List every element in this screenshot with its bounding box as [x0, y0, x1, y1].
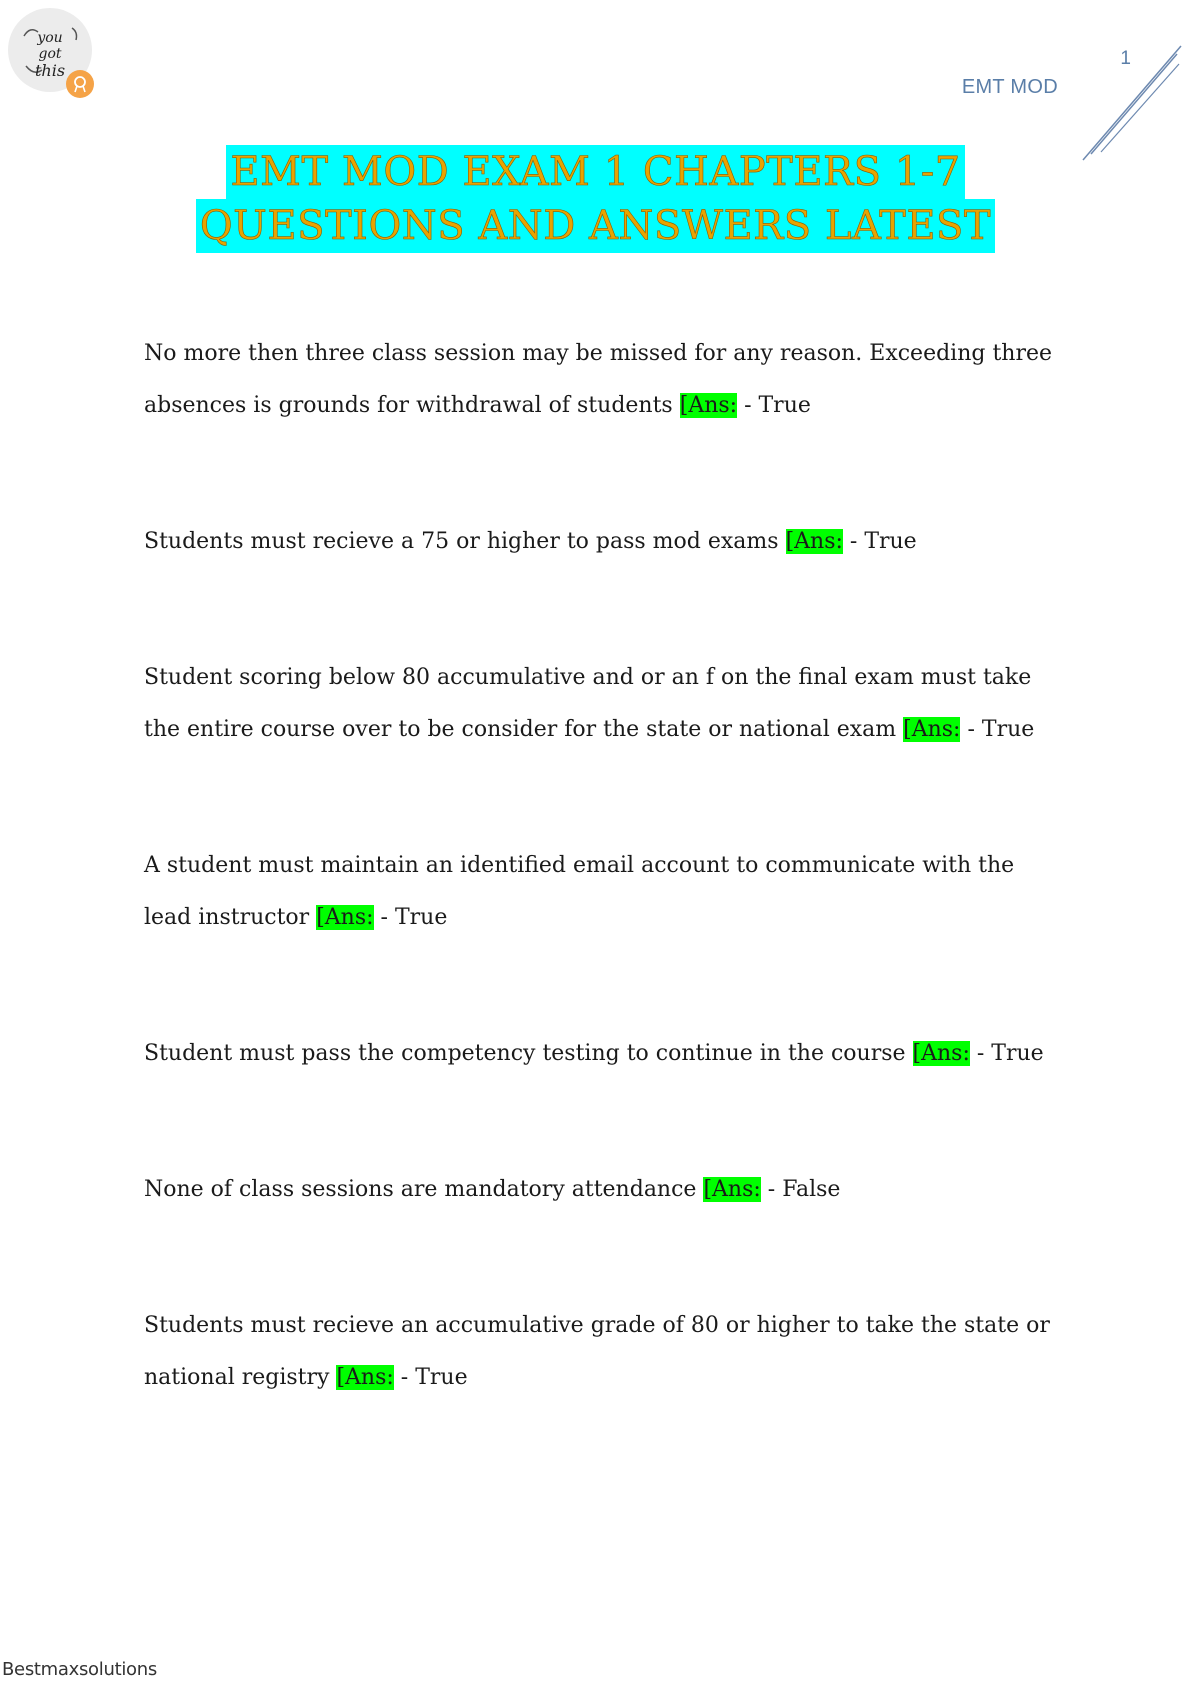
question-text: Student scoring below 80 accumulative and or an f on the final exam must take the entire course over to be consider for the state or national exam — [144, 665, 1032, 742]
answer-value: - True — [373, 905, 448, 930]
question-text: Students must recieve an accumulative grade of 80 or higher to take the state or national registry — [144, 1313, 1050, 1390]
answer-marker: [Ans: — [785, 529, 843, 554]
qa-list — [144, 328, 1064, 1488]
answer-marker: [Ans: — [903, 717, 961, 742]
answer-value: - True — [842, 529, 917, 554]
question-text: Students must recieve a 75 or higher to pass mod exams — [144, 529, 779, 554]
answer-marker: [Ans: — [703, 1177, 761, 1202]
title-line-1: EMT MOD EXAM 1 CHAPTERS 1-7 — [226, 145, 964, 199]
question-text: A student must maintain an identified email account to communicate with the lead instructor — [144, 853, 1015, 930]
logo-text-3: this — [34, 61, 66, 80]
qa-item — [144, 652, 1064, 756]
question-text: Student must pass the competency testing to continue in the course — [144, 1041, 906, 1066]
answer-marker: [Ans: — [336, 1365, 394, 1390]
answer-marker: [Ans: — [912, 1041, 970, 1066]
question-text: None of class sessions are mandatory attendance — [144, 1177, 697, 1202]
question-text: No more then three class session may be missed for any reason. Exceeding three absences is grounds for withdrawal of students — [144, 341, 1053, 418]
answer-marker: [Ans: — [316, 905, 374, 930]
logo-badge — [6, 6, 102, 102]
logo-text-2: got — [38, 46, 62, 62]
answer-value: - True — [737, 393, 811, 418]
answer-marker: [Ans: — [679, 393, 738, 418]
qa-item — [144, 1300, 1064, 1404]
qa-item — [144, 840, 1064, 944]
qa-item — [144, 1164, 1064, 1216]
page-number: 1 — [1120, 48, 1131, 69]
footer-watermark: Bestmaxsolutions — [2, 1659, 157, 1680]
running-header-title: EMT MOD — [961, 76, 1058, 98]
logo-text-1: you — [37, 30, 63, 46]
qa-item — [144, 328, 1064, 432]
answer-value: - True — [393, 1365, 468, 1390]
answer-value: - True — [969, 1041, 1044, 1066]
qa-item — [144, 516, 1064, 568]
document-title — [0, 145, 1191, 253]
qa-item — [144, 1028, 1064, 1080]
answer-value: - True — [960, 717, 1035, 742]
answer-value: - False — [760, 1177, 841, 1202]
title-line-2: QUESTIONS AND ANSWERS LATEST — [196, 199, 995, 253]
